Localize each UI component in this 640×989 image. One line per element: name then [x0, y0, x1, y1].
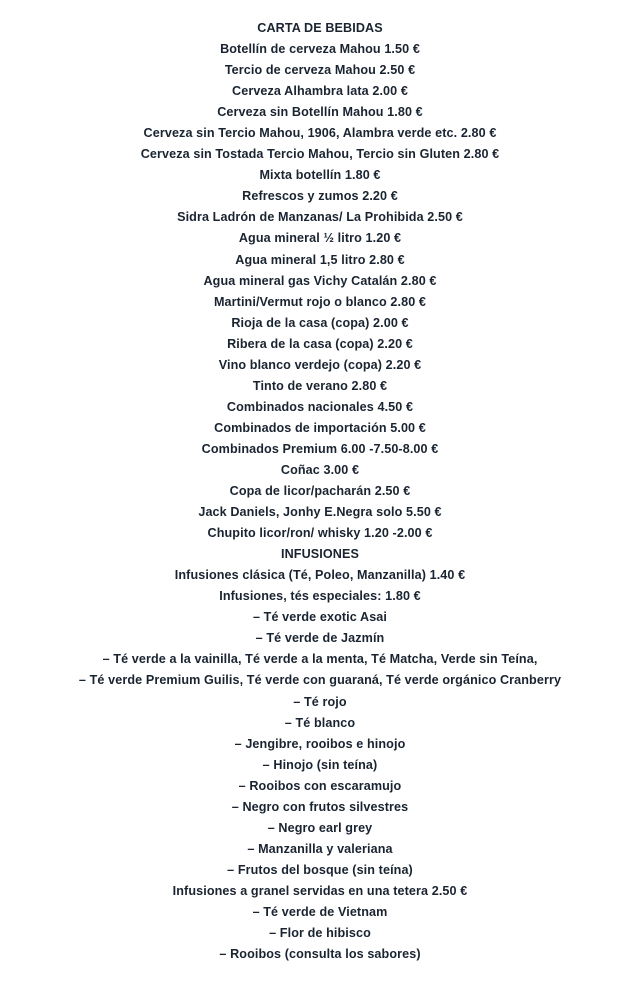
- menu-item: Copa de licor/pacharán 2.50 €: [229, 484, 411, 499]
- menu-item: Agua mineral 1,5 litro 2.80 €: [235, 252, 405, 267]
- menu-item: Rioja de la casa (copa) 2.00 €: [231, 315, 409, 330]
- menu-item: Infusiones clásica (Té, Poleo, Manzanilla) 1.40 €: [174, 568, 466, 583]
- menu-item: Combinados nacionales 4.50 €: [226, 399, 414, 414]
- menu-item: Botellín de cerveza Mahou 1.50 €: [220, 42, 420, 57]
- drinks-menu: [0, 18, 640, 965]
- menu-item: Agua mineral gas Vichy Catalán 2.80 €: [203, 273, 437, 288]
- section-heading-infusiones: INFUSIONES: [281, 547, 359, 562]
- tea-variety: – Té rojo: [293, 694, 347, 709]
- tea-variety: – Té verde Premium Guilis, Té verde con guaraná, Té verde orgánico Cranberry: [78, 673, 562, 688]
- menu-item: Chupito licor/ron/ whisky 1.20 -2.00 €: [207, 526, 433, 541]
- menu-item: Combinados Premium 6.00 -7.50-8.00 €: [201, 441, 439, 456]
- menu-item: Refrescos y zumos 2.20 €: [242, 189, 398, 204]
- menu-item: Tinto de verano 2.80 €: [252, 378, 388, 393]
- menu-item: Cerveza sin Botellín Mahou 1.80 €: [217, 105, 423, 120]
- menu-item: Mixta botellín 1.80 €: [259, 168, 381, 183]
- menu-title: CARTA DE BEBIDAS: [257, 21, 383, 35]
- menu-item: Infusiones a granel servidas en una tetera 2.50 €: [172, 883, 468, 898]
- menu-item: Agua mineral ½ litro 1.20 €: [238, 231, 402, 246]
- menu-item: Cerveza Alhambra lata 2.00 €: [232, 84, 408, 99]
- tea-variety: – Frutos del bosque (sin teína): [227, 862, 413, 877]
- menu-item: Infusiones, tés especiales: 1.80 €: [219, 589, 421, 604]
- tea-variety: – Negro con frutos silvestres: [231, 799, 409, 814]
- tea-variety: – Rooibos con escaramujo: [238, 778, 402, 793]
- menu-item: Sidra Ladrón de Manzanas/ La Prohibida 2.50 €: [177, 210, 463, 225]
- menu-item: Jack Daniels, Jonhy E.Negra solo 5.50 €: [198, 505, 442, 520]
- menu-item: Combinados de importación 5.00 €: [214, 420, 426, 435]
- tea-variety: – Té verde a la vainilla, Té verde a la menta, Té Matcha, Verde sin Teína,: [102, 652, 538, 667]
- tea-variety: – Té blanco: [284, 715, 356, 730]
- tea-variety: – Té verde de Vietnam: [252, 904, 388, 919]
- tea-variety: – Té verde de Jazmín: [255, 631, 385, 646]
- menu-item: Coñac 3.00 €: [280, 462, 360, 477]
- menu-item: Ribera de la casa (copa) 2.20 €: [227, 336, 413, 351]
- tea-variety: – Té verde exotic Asai: [252, 610, 388, 625]
- tea-variety: – Flor de hibisco: [269, 926, 371, 941]
- menu-item: Cerveza sin Tercio Mahou, 1906, Alambra verde etc. 2.80 €: [143, 126, 497, 141]
- tea-variety: – Hinojo (sin teína): [262, 757, 378, 772]
- tea-variety: – Negro earl grey: [267, 820, 373, 835]
- tea-variety: – Manzanilla y valeriana: [247, 841, 393, 856]
- tea-variety: – Jengibre, rooibos e hinojo: [234, 736, 406, 751]
- menu-item: Vino blanco verdejo (copa) 2.20 €: [218, 357, 422, 372]
- menu-item: Tercio de cerveza Mahou 2.50 €: [224, 63, 416, 78]
- menu-item: Cerveza sin Tostada Tercio Mahou, Tercio sin Gluten 2.80 €: [140, 147, 500, 162]
- tea-variety: – Rooibos (consulta los sabores): [219, 947, 421, 962]
- menu-item: Martini/Vermut rojo o blanco 2.80 €: [213, 294, 427, 309]
